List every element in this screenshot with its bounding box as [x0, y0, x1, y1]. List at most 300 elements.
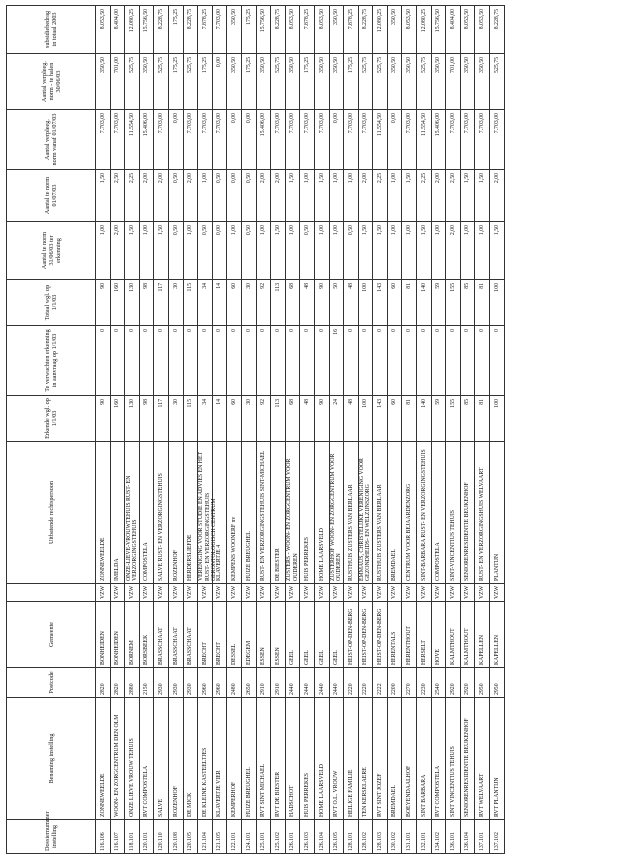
- table-cell: [241, 584, 256, 602]
- table-cell: [154, 280, 169, 326]
- table-cell: [329, 110, 344, 170]
- table-cell: [402, 698, 417, 820]
- table-cell: [139, 584, 154, 602]
- table-cell: [212, 110, 227, 170]
- cell-text: 0: [303, 329, 310, 332]
- cell-text: VZW: [114, 585, 121, 599]
- table-cell: [446, 602, 461, 668]
- cell-text: 1,00: [260, 225, 267, 236]
- cell-text: 350,50: [479, 57, 486, 73]
- cell-text: 2150: [143, 683, 150, 695]
- cell-text: VZW: [479, 585, 486, 599]
- cell-text: 0: [216, 329, 223, 332]
- table-cell: [358, 326, 373, 396]
- table-row: [285, 6, 300, 854]
- table-cell: [475, 110, 490, 170]
- cell-text: 7.703,00: [479, 113, 486, 134]
- cell-text: 2,50: [114, 173, 121, 184]
- table-cell: [154, 442, 169, 584]
- table-cell: [344, 222, 359, 280]
- table-cell: [460, 280, 475, 326]
- cell-text: EMMAUS, CHRISTELIJKE VERENIGING VOOR GEZONDHEIDS- EN WELZIJNSZORG: [359, 458, 372, 581]
- table-cell: [183, 442, 198, 584]
- cell-text: 1,00: [391, 173, 398, 184]
- table-cell: [314, 222, 329, 280]
- table-cell: [168, 222, 183, 280]
- table-cell: [446, 584, 461, 602]
- cell-text: 0,00: [216, 57, 223, 68]
- cell-text: 0: [99, 329, 106, 332]
- cell-text: 525,75: [187, 57, 194, 73]
- cell-text: 7.703,00: [406, 113, 413, 134]
- table-cell: [446, 222, 461, 280]
- table-cell: [417, 442, 432, 584]
- table-cell: [300, 280, 315, 326]
- cell-text: VZW: [449, 585, 456, 599]
- cell-text: 0: [376, 329, 383, 332]
- cell-text: 1,50: [376, 225, 383, 236]
- table-cell: [300, 820, 315, 854]
- table-cell: [329, 602, 344, 668]
- table-cell: [139, 396, 154, 442]
- table-cell: [125, 820, 140, 854]
- table-cell: [373, 820, 388, 854]
- cell-text: 7.703,00: [289, 113, 296, 134]
- cell-text: 2,00: [493, 173, 500, 184]
- cell-text: 48: [347, 283, 354, 289]
- cell-text: HERSELT: [420, 640, 427, 665]
- cell-text: 155: [449, 283, 456, 292]
- cell-text: 7.703,00: [318, 113, 325, 134]
- cell-text: 0,00: [172, 113, 179, 124]
- cell-text: VZW: [303, 585, 310, 599]
- table-cell: [139, 602, 154, 668]
- cell-text: 121.104: [201, 832, 208, 851]
- cell-text: VZW: [289, 585, 296, 599]
- cell-text: VZW: [362, 585, 369, 599]
- table-cell: [373, 698, 388, 820]
- cell-text: 14: [216, 283, 223, 289]
- cell-text: 131.101: [406, 832, 413, 851]
- table-row: [475, 6, 490, 854]
- table-cell: [314, 280, 329, 326]
- cell-text: 2,25: [420, 173, 427, 184]
- cell-text: RVT DE BIESTER: [274, 771, 281, 817]
- header-cell: Aantal verpleeg. norm - te halen 30/06/03: [7, 54, 96, 110]
- cell-text: 350,50: [333, 57, 340, 73]
- cell-text: 143: [376, 283, 383, 292]
- cell-text: KALMTHOUT: [464, 628, 471, 665]
- cell-text: 1,00: [391, 225, 398, 236]
- table-cell: [490, 698, 505, 820]
- table-cell: [314, 698, 329, 820]
- cell-text: 0,50: [201, 225, 208, 236]
- table-cell: [490, 668, 505, 698]
- table-cell: [139, 820, 154, 854]
- cell-text: VZW: [216, 585, 223, 599]
- cell-text: 350,50: [289, 57, 296, 73]
- cell-text: DE BIESTER: [274, 548, 281, 581]
- table-cell: [475, 222, 490, 280]
- cell-text: 136.101: [449, 832, 456, 851]
- cell-text: RUST- EN VERZORGINGSHUIS WELVAART: [479, 467, 486, 581]
- table-cell: [490, 584, 505, 602]
- cell-text: 175,25: [245, 9, 252, 25]
- table-cell: [475, 668, 490, 698]
- table-cell: [154, 668, 169, 698]
- cell-text: 85: [464, 283, 471, 289]
- cell-text: 68: [289, 399, 296, 405]
- cell-text: 90: [318, 399, 325, 405]
- table-cell: [373, 170, 388, 222]
- cell-text: BRECHT: [201, 642, 208, 665]
- header-cell: Totaal wgl. op 1/1/03: [7, 280, 96, 326]
- cell-text: 525,75: [376, 57, 383, 73]
- cell-text: 2,00: [274, 173, 281, 184]
- table-cell: [417, 110, 432, 170]
- table-row: [154, 6, 169, 854]
- table-cell: [300, 110, 315, 170]
- cell-text: 350,50: [260, 57, 267, 73]
- cell-text: 2220: [362, 683, 369, 695]
- table-cell: [402, 280, 417, 326]
- cell-text: 0: [114, 329, 121, 332]
- table-cell: [168, 280, 183, 326]
- table-row: [168, 6, 183, 854]
- table-row: [358, 6, 373, 854]
- table-cell: [329, 668, 344, 698]
- table-cell: [344, 396, 359, 442]
- table-cell: [271, 698, 286, 820]
- table-cell: [475, 820, 490, 854]
- cell-text: 2,00: [143, 173, 150, 184]
- cell-text: 0: [128, 329, 135, 332]
- table-cell: [227, 280, 242, 326]
- cell-text: 113: [274, 283, 281, 292]
- cell-text: 0: [406, 329, 413, 332]
- table-row: [387, 6, 402, 854]
- table-cell: [198, 280, 213, 326]
- cell-text: VZW: [333, 585, 340, 599]
- table-cell: [300, 170, 315, 222]
- table-cell: [314, 396, 329, 442]
- table-cell: [358, 442, 373, 584]
- cell-text: 30: [245, 399, 252, 405]
- table-cell: [446, 698, 461, 820]
- header-cell: [7, 584, 96, 602]
- table-cell: [183, 396, 198, 442]
- table-cell: [402, 6, 417, 54]
- table-cell: [431, 110, 446, 170]
- table-cell: [212, 698, 227, 820]
- table-cell: [373, 6, 388, 54]
- cell-text: 7.878,25: [303, 9, 310, 30]
- cell-text: 525,75: [362, 57, 369, 73]
- table-cell: [490, 396, 505, 442]
- table-cell: [110, 396, 125, 442]
- cell-text: 48: [303, 283, 310, 289]
- table-cell: [358, 396, 373, 442]
- cell-text: 1,00: [464, 225, 471, 236]
- table-cell: [168, 54, 183, 110]
- cell-text: RUST- EN VERZORGINGSTEHUIS SINT-MICHAEL: [260, 450, 267, 581]
- table-cell: [475, 602, 490, 668]
- table-cell: [285, 602, 300, 668]
- cell-text: BRASSCHAAT: [187, 627, 194, 665]
- table-cell: [358, 110, 373, 170]
- table-cell: [241, 442, 256, 584]
- table-cell: [227, 222, 242, 280]
- cell-text: 1,50: [479, 173, 486, 184]
- cell-text: HEIST-OP-DEN-BERG: [362, 608, 369, 665]
- rotated-table-wrapper: [6, 6, 622, 854]
- cell-text: 2960: [216, 683, 223, 695]
- cell-text: 7.703,00: [449, 113, 456, 134]
- cell-text: 1,00: [406, 225, 413, 236]
- cell-text: 8.228,75: [362, 9, 369, 30]
- cell-text: 0: [260, 329, 267, 332]
- cell-text: 350,50: [230, 57, 237, 73]
- table-cell: [227, 54, 242, 110]
- table-row: [373, 6, 388, 854]
- table-cell: [358, 820, 373, 854]
- table-cell: [110, 280, 125, 326]
- table-row: [446, 6, 461, 854]
- table-cell: [358, 280, 373, 326]
- table-cell: [490, 6, 505, 54]
- cell-text: 120.101: [143, 832, 150, 851]
- header-cell: subsidiebedrag in totaal 2003: [7, 6, 96, 54]
- table-cell: [344, 442, 359, 584]
- cell-text: 115: [187, 399, 194, 408]
- cell-text: 8.404,00: [449, 9, 456, 30]
- cell-text: 1,50: [420, 225, 427, 236]
- table-cell: [490, 602, 505, 668]
- cell-text: 134.102: [435, 832, 442, 851]
- table-cell: [373, 442, 388, 584]
- table-cell: [475, 698, 490, 820]
- cell-text: 160: [114, 283, 121, 292]
- cell-text: RVT SINT MICHAEL: [260, 763, 267, 817]
- cell-text: 121.105: [216, 832, 223, 851]
- cell-text: 85: [464, 399, 471, 405]
- table-cell: [417, 54, 432, 110]
- cell-text: 350,50: [99, 57, 106, 73]
- cell-text: 1,00: [347, 173, 354, 184]
- table-cell: [402, 396, 417, 442]
- table-cell: [329, 222, 344, 280]
- cell-text: BORNEM: [128, 640, 135, 665]
- table-cell: [154, 602, 169, 668]
- cell-text: 1,00: [187, 225, 194, 236]
- table-cell: [460, 222, 475, 280]
- cell-text: VZW: [347, 585, 354, 599]
- table-cell: [168, 326, 183, 396]
- table-cell: [475, 54, 490, 110]
- cell-text: KLAVERTJE VIER: [216, 770, 223, 817]
- table-row: [402, 6, 417, 854]
- cell-text: 100: [362, 399, 369, 408]
- cell-text: 8.228,75: [187, 9, 194, 30]
- cell-text: GEEL: [303, 650, 310, 665]
- cell-text: 8.228,75: [274, 9, 281, 30]
- table-row: [212, 6, 227, 854]
- cell-text: HOME LAARSVELD: [318, 528, 325, 581]
- cell-text: 0: [172, 329, 179, 332]
- cell-text: HERDERSLIEFDE: [187, 534, 194, 581]
- table-cell: [387, 442, 402, 584]
- table-cell: [285, 54, 300, 110]
- table-cell: [154, 698, 169, 820]
- cell-text: 2440: [333, 683, 340, 695]
- table-cell: [183, 280, 198, 326]
- table-row: [139, 6, 154, 854]
- table-cell: [314, 326, 329, 396]
- table-cell: [285, 326, 300, 396]
- cell-text: 2,00: [362, 173, 369, 184]
- cell-text: 2650: [245, 683, 252, 695]
- cell-text: 0: [289, 329, 296, 332]
- table-cell: [125, 584, 140, 602]
- table-cell: [154, 584, 169, 602]
- table-cell: [227, 442, 242, 584]
- table-cell: [490, 54, 505, 110]
- table-cell: [168, 820, 183, 854]
- table-row: [271, 6, 286, 854]
- table-cell: [168, 396, 183, 442]
- table-cell: [256, 54, 271, 110]
- cell-text: 8.053,50: [406, 9, 413, 30]
- cell-text: 0,50: [245, 225, 252, 236]
- table-cell: [125, 170, 140, 222]
- table-cell: [373, 668, 388, 698]
- table-cell: [198, 442, 218, 584]
- cell-text: 350,50: [230, 9, 237, 25]
- cell-text: 125.102: [274, 832, 281, 851]
- table-cell: [460, 6, 475, 54]
- cell-text: 1,50: [318, 173, 325, 184]
- cell-text: 1,00: [289, 225, 296, 236]
- cell-text: 12.080,25: [128, 9, 135, 33]
- table-cell: [227, 326, 242, 396]
- cell-text: VZW: [464, 585, 471, 599]
- table-cell: [490, 222, 505, 280]
- cell-text: 2960: [201, 683, 208, 695]
- table-cell: [431, 668, 446, 698]
- table-cell: [417, 602, 432, 668]
- table-cell: [402, 170, 417, 222]
- table-cell: [256, 280, 271, 326]
- table-cell: [96, 6, 111, 54]
- cell-text: ONZE-LIEVE-VROUWTEHUIS RUST- EN VERZORGINGSTEHUIS: [125, 475, 138, 581]
- table-cell: [300, 54, 315, 110]
- table-cell: [125, 442, 140, 584]
- cell-text: 2820: [114, 683, 121, 695]
- table-cell: [183, 820, 198, 854]
- table-cell: [314, 54, 329, 110]
- cell-text: 155: [449, 399, 456, 408]
- table-cell: [402, 222, 417, 280]
- cell-text: ZONNEWEELDE: [99, 537, 106, 581]
- table-cell: [139, 442, 154, 584]
- table-cell: [460, 326, 475, 396]
- table-cell: [154, 54, 169, 110]
- cell-text: 7.703,00: [464, 113, 471, 134]
- table-cell: [300, 326, 315, 396]
- table-cell: [314, 110, 329, 170]
- cell-text: 130: [128, 283, 135, 292]
- cell-text: 0: [420, 329, 427, 332]
- cell-text: RUSTHUIS ZUSTERS VAN BERLAAR: [347, 484, 354, 581]
- table-cell: [241, 602, 256, 668]
- table-cell: [168, 170, 183, 222]
- cell-text: 2880: [128, 683, 135, 695]
- table-row: [241, 6, 256, 854]
- cell-text: 1,00: [318, 225, 325, 236]
- cell-text: 0: [274, 329, 281, 332]
- table-cell: [96, 820, 111, 854]
- table-cell: [417, 222, 432, 280]
- table-cell: [446, 442, 461, 584]
- table-cell: [490, 280, 505, 326]
- table-cell: [227, 6, 242, 54]
- cell-text: 117: [157, 283, 164, 292]
- table-cell: [241, 6, 256, 54]
- cell-text: 2220: [347, 683, 354, 695]
- cell-text: 0,50: [245, 173, 252, 184]
- table-cell: [285, 110, 300, 170]
- table-cell: [96, 602, 111, 668]
- table-cell: [241, 54, 256, 110]
- header-row: [7, 6, 96, 854]
- header-cell: Aantal verpleeg. norm vanaf 01/07/03: [7, 110, 96, 170]
- table-cell: [198, 170, 213, 222]
- cell-text: BREMDAEL: [391, 785, 398, 817]
- institutions-table: [6, 5, 505, 854]
- table-cell: [431, 222, 446, 280]
- cell-text: SALVE RUST- EN VERZORGINGSTEHUIS: [157, 473, 164, 581]
- cell-text: VZW: [260, 585, 267, 599]
- table-row: [256, 6, 271, 854]
- table-cell: [110, 6, 125, 54]
- table-cell: [475, 584, 490, 602]
- cell-text: 175,25: [245, 57, 252, 73]
- cell-text: DESSEL: [230, 643, 237, 665]
- cell-text: 525,75: [128, 57, 135, 73]
- table-cell: [387, 222, 402, 280]
- cell-text: GEEL: [333, 650, 340, 665]
- table-cell: [460, 668, 475, 698]
- cell-text: 0,50: [216, 173, 223, 184]
- table-cell: [125, 602, 140, 668]
- cell-text: HERENTALS: [391, 631, 398, 665]
- cell-text: 7.703,00: [99, 113, 106, 134]
- table-cell: [373, 396, 388, 442]
- cell-text: 98: [143, 399, 150, 405]
- table-cell: [402, 110, 417, 170]
- table-cell: [460, 170, 475, 222]
- table-row: [344, 6, 359, 854]
- table-cell: [344, 668, 359, 698]
- cell-text: 100: [493, 399, 500, 408]
- cell-text: BRASSCHAAT: [172, 627, 179, 665]
- cell-text: 0,50: [303, 225, 310, 236]
- table-cell: [241, 820, 256, 854]
- table-cell: [285, 222, 300, 280]
- cell-text: SINT BARBARA: [420, 774, 427, 817]
- table-cell: [139, 326, 154, 396]
- table-cell: [285, 820, 300, 854]
